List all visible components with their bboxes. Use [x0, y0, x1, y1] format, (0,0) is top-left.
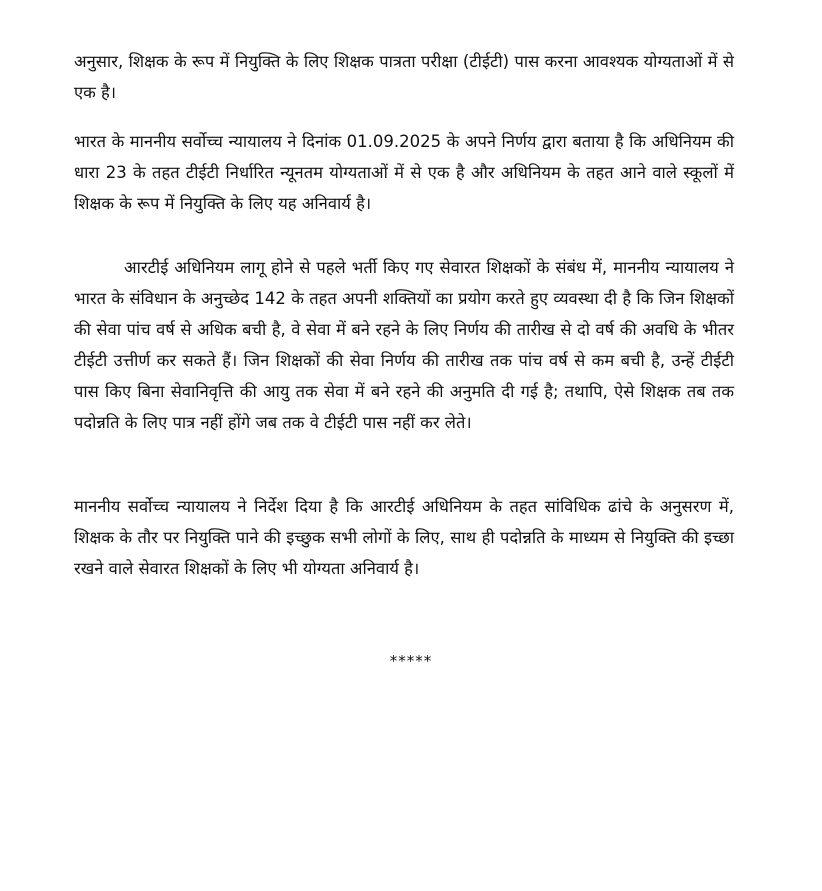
- end-separator: *****: [389, 652, 433, 670]
- paragraph-tet-requirement: अनुसार, शिक्षक के रूप में नियुक्ति के लिए शिक्षक पात्रता परीक्षा (टीईटी) पास करना आवश्यक योग्यताओं में से एक है।: [74, 52, 734, 102]
- paragraph-supreme-court-judgment: भारत के माननीय सर्वोच्च न्यायालय ने दिनांक 01.09.2025 के अपने निर्णय द्वारा बताया है कि अधिनियम की धारा 23 के तहत टीईटी निर्धारित न्यूनतम योग्यताओं में से एक है और अधिनियम के तहत आने वाले स्कूलों में शिक्षक के रूप में नियुक्ति के लिए यह अनिवार्य है।: [74, 132, 734, 213]
- paragraph-in-service-teachers: आरटीई अधिनियम लागू होने से पहले भर्ती किए गए सेवारत शिक्षकों के संबंध में, माननीय न्यायालय ने भारत के संविधान के अनुच्छेद 142 के तहत अपनी शक्तियों का प्रयोग करते हुए व्यवस्था दी है कि जिन शिक्षकों की सेवा पांच वर्ष से अधिक बची है, वे सेवा में बने रहने के लिए निर्णय की तारीख से दो वर्ष की अवधि के भीतर टीईटी उत्तीर्ण कर सकते हैं। जिन शिक्षकों की सेवा निर्णय की तारीख तक पांच वर्ष से कम बची है, उन्हें टीईटी पास किए बिना सेवानिवृत्ति की आयु तक सेवा में बने रहने की अनुमति दी गई है; तथापि, ऐसे शिक्षक तब तक पदोन्नति के लिए पात्र नहीं होंगे जब तक वे टीईटी पास नहीं कर लेते।: [74, 258, 734, 432]
- paragraph-court-direction: माननीय सर्वोच्च न्यायालय ने निर्देश दिया है कि आरटीई अधिनियम के तहत सांविधिक ढांचे के अनुसरण में, शिक्षक के तौर पर नियुक्ति पाने की इच्छुक सभी लोगों के लिए, साथ ही पदोन्नति के माध्यम से नियुक्ति की इच्छा रखने वाले सेवारत शिक्षकों के लिए भी योग्यता अनिवार्य है।: [74, 497, 734, 578]
